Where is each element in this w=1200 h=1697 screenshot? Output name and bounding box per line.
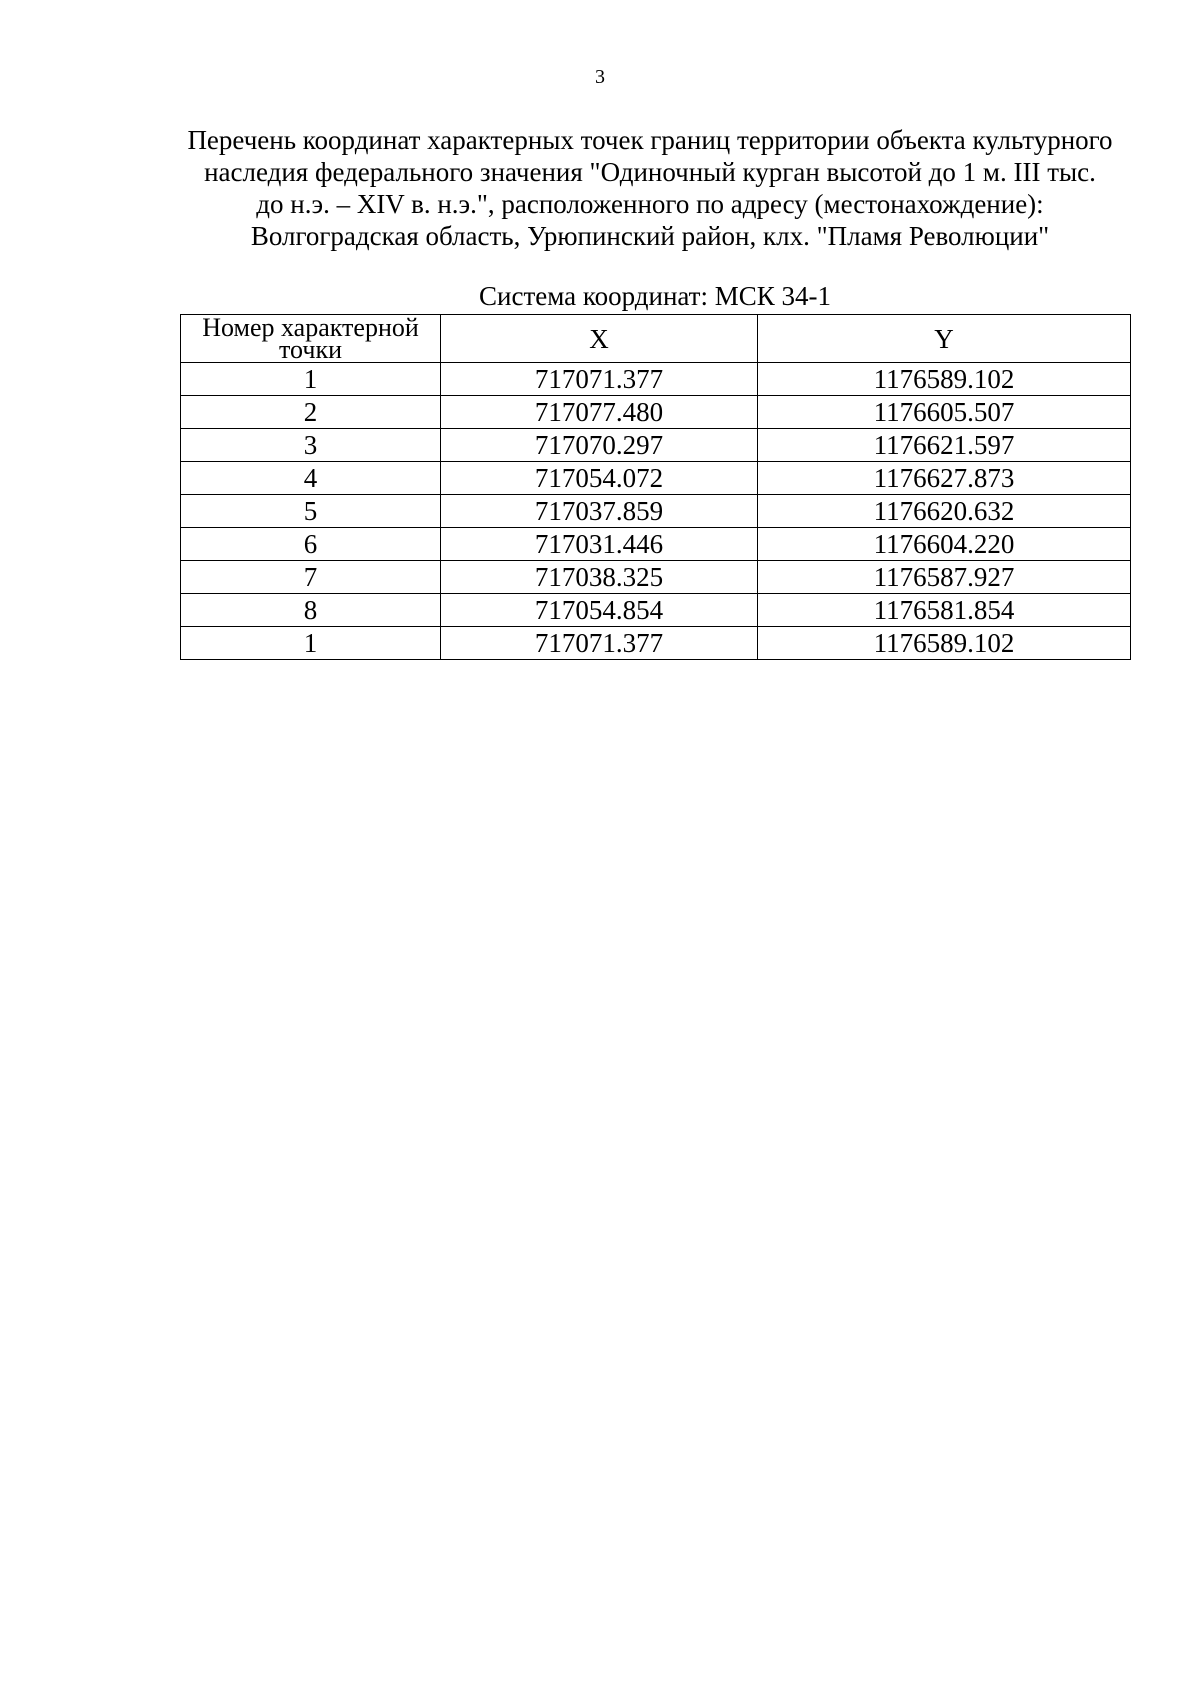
header-x: X	[441, 315, 758, 363]
cell-point: 1	[181, 363, 441, 396]
table-row	[181, 429, 1131, 462]
cell-x: 717031.446	[441, 528, 758, 561]
table-row	[181, 528, 1131, 561]
coordinate-system-label: Система координат: МСК 34-1	[479, 281, 831, 311]
cell-point: 8	[181, 594, 441, 627]
cell-x: 717054.072	[441, 462, 758, 495]
table-row	[181, 462, 1131, 495]
cell-x: 717077.480	[441, 396, 758, 429]
cell-y: 1176587.927	[758, 561, 1131, 594]
page-number: 3	[595, 66, 605, 88]
cell-point: 3	[181, 429, 441, 462]
cell-x: 717071.377	[441, 627, 758, 660]
cell-x: 717071.377	[441, 363, 758, 396]
cell-point: 7	[181, 561, 441, 594]
cell-y: 1176581.854	[758, 594, 1131, 627]
table-row	[181, 396, 1131, 429]
cell-y: 1176604.220	[758, 528, 1131, 561]
header-point-number: Номер характерной точки	[181, 315, 441, 363]
header-y: Y	[758, 315, 1131, 363]
cell-y: 1176620.632	[758, 495, 1131, 528]
cell-point: 1	[181, 627, 441, 660]
cell-y: 1176627.873	[758, 462, 1131, 495]
table-row	[181, 594, 1131, 627]
title-line-2: наследия федерального значения "Одиночный курган высотой до 1 м. III тыс.	[204, 157, 1096, 187]
title-line-1: Перечень координат характерных точек границ территории объекта культурного	[187, 125, 1113, 155]
cell-y: 1176605.507	[758, 396, 1131, 429]
cell-point: 6	[181, 528, 441, 561]
table-row	[181, 627, 1131, 660]
title-line-3: до н.э. – XIV в. н.э.", расположенного по адресу (местонахождение):	[256, 189, 1044, 219]
cell-y: 1176621.597	[758, 429, 1131, 462]
cell-x: 717037.859	[441, 495, 758, 528]
cell-point: 5	[181, 495, 441, 528]
document-title	[150, 124, 1150, 252]
title-line-4: Волгоградская область, Урюпинский район, клх. "Пламя Революции"	[250, 221, 1050, 251]
table-row	[181, 363, 1131, 396]
coordinates-table	[180, 314, 1131, 660]
cell-x: 717070.297	[441, 429, 758, 462]
table-row	[181, 495, 1131, 528]
cell-y: 1176589.102	[758, 363, 1131, 396]
table-header-row	[181, 315, 1131, 363]
table-row	[181, 561, 1131, 594]
cell-point: 2	[181, 396, 441, 429]
cell-x: 717054.854	[441, 594, 758, 627]
cell-x: 717038.325	[441, 561, 758, 594]
cell-point: 4	[181, 462, 441, 495]
cell-y: 1176589.102	[758, 627, 1131, 660]
